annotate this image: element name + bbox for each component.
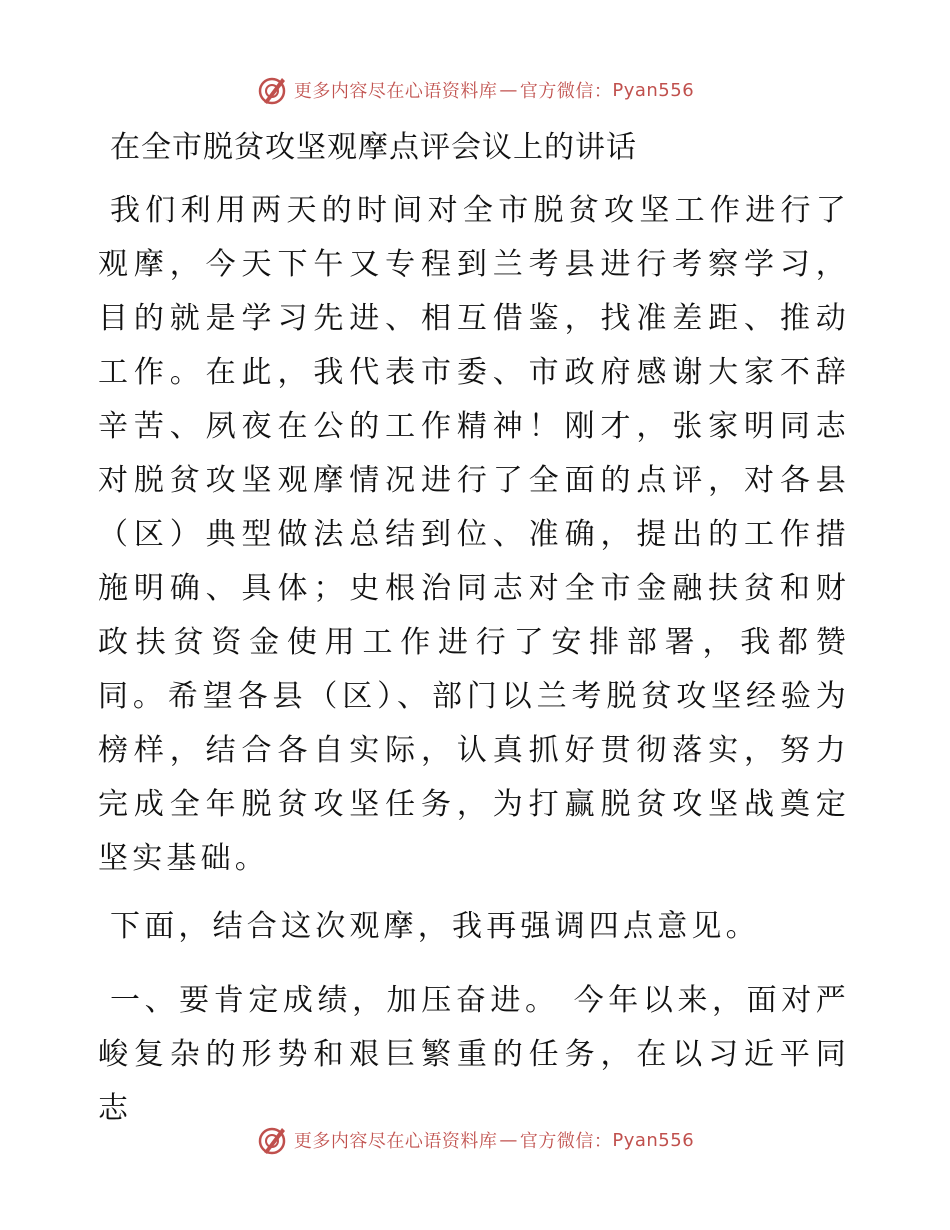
watermark-wechat-label: 官方微信：: [519, 81, 613, 102]
header-watermark: [0, 70, 950, 110]
paragraph-intro: 我们利用两天的时间对全市脱贫攻坚工作进行了观摩，今天下午又专程到兰考县进行考察学习，目的就是学习先进、相互借鉴，找准差距、推动工作。在此，我代表市委、市政府感谢大家不辞辛苦、夙夜在公的工作精神！刚才，张家明同志对脱贫攻坚观摩情况进行了全面的点评，对各县（区）典型做法总结到位、准确，提出的工作措施明确、具体；史根治同志对全市金融扶贫和财政扶贫资金使用工作进行了安排部署，我都赞同。希望各县（区）、部门以兰考脱贫攻坚经验为榜样，结合各自实际，认真抓好贯彻落实，努力完成全年脱贫攻坚任务，为打赢脱贫攻坚战奠定坚实基础。: [98, 193, 850, 876]
footer-watermark: [0, 1120, 950, 1160]
pen-logo-icon: [256, 1124, 288, 1156]
document-title: 在全市脱贫攻坚观摩点评会议上的讲话: [110, 130, 637, 165]
watermark-separator: —: [499, 79, 518, 101]
pen-logo-icon: [256, 74, 288, 106]
watermark-text: 更多内容尽在心语资料库: [293, 81, 498, 102]
watermark-wechat-id: Pyan556: [612, 79, 695, 101]
paragraph-section-one: 一、要肯定成绩，加压奋进。 今年以来，面对严峻复杂的形势和艰巨繁重的任务，在以习近平同志: [98, 983, 850, 1126]
watermark-wechat-label: 官方微信：: [519, 1131, 613, 1152]
paragraph-transition: 下面，结合这次观摩，我再强调四点意见。: [110, 909, 760, 944]
document-body: [98, 124, 850, 1150]
watermark-wechat-id: Pyan556: [612, 1129, 695, 1151]
watermark-text: 更多内容尽在心语资料库: [293, 1131, 498, 1152]
watermark-separator: —: [499, 1129, 518, 1151]
